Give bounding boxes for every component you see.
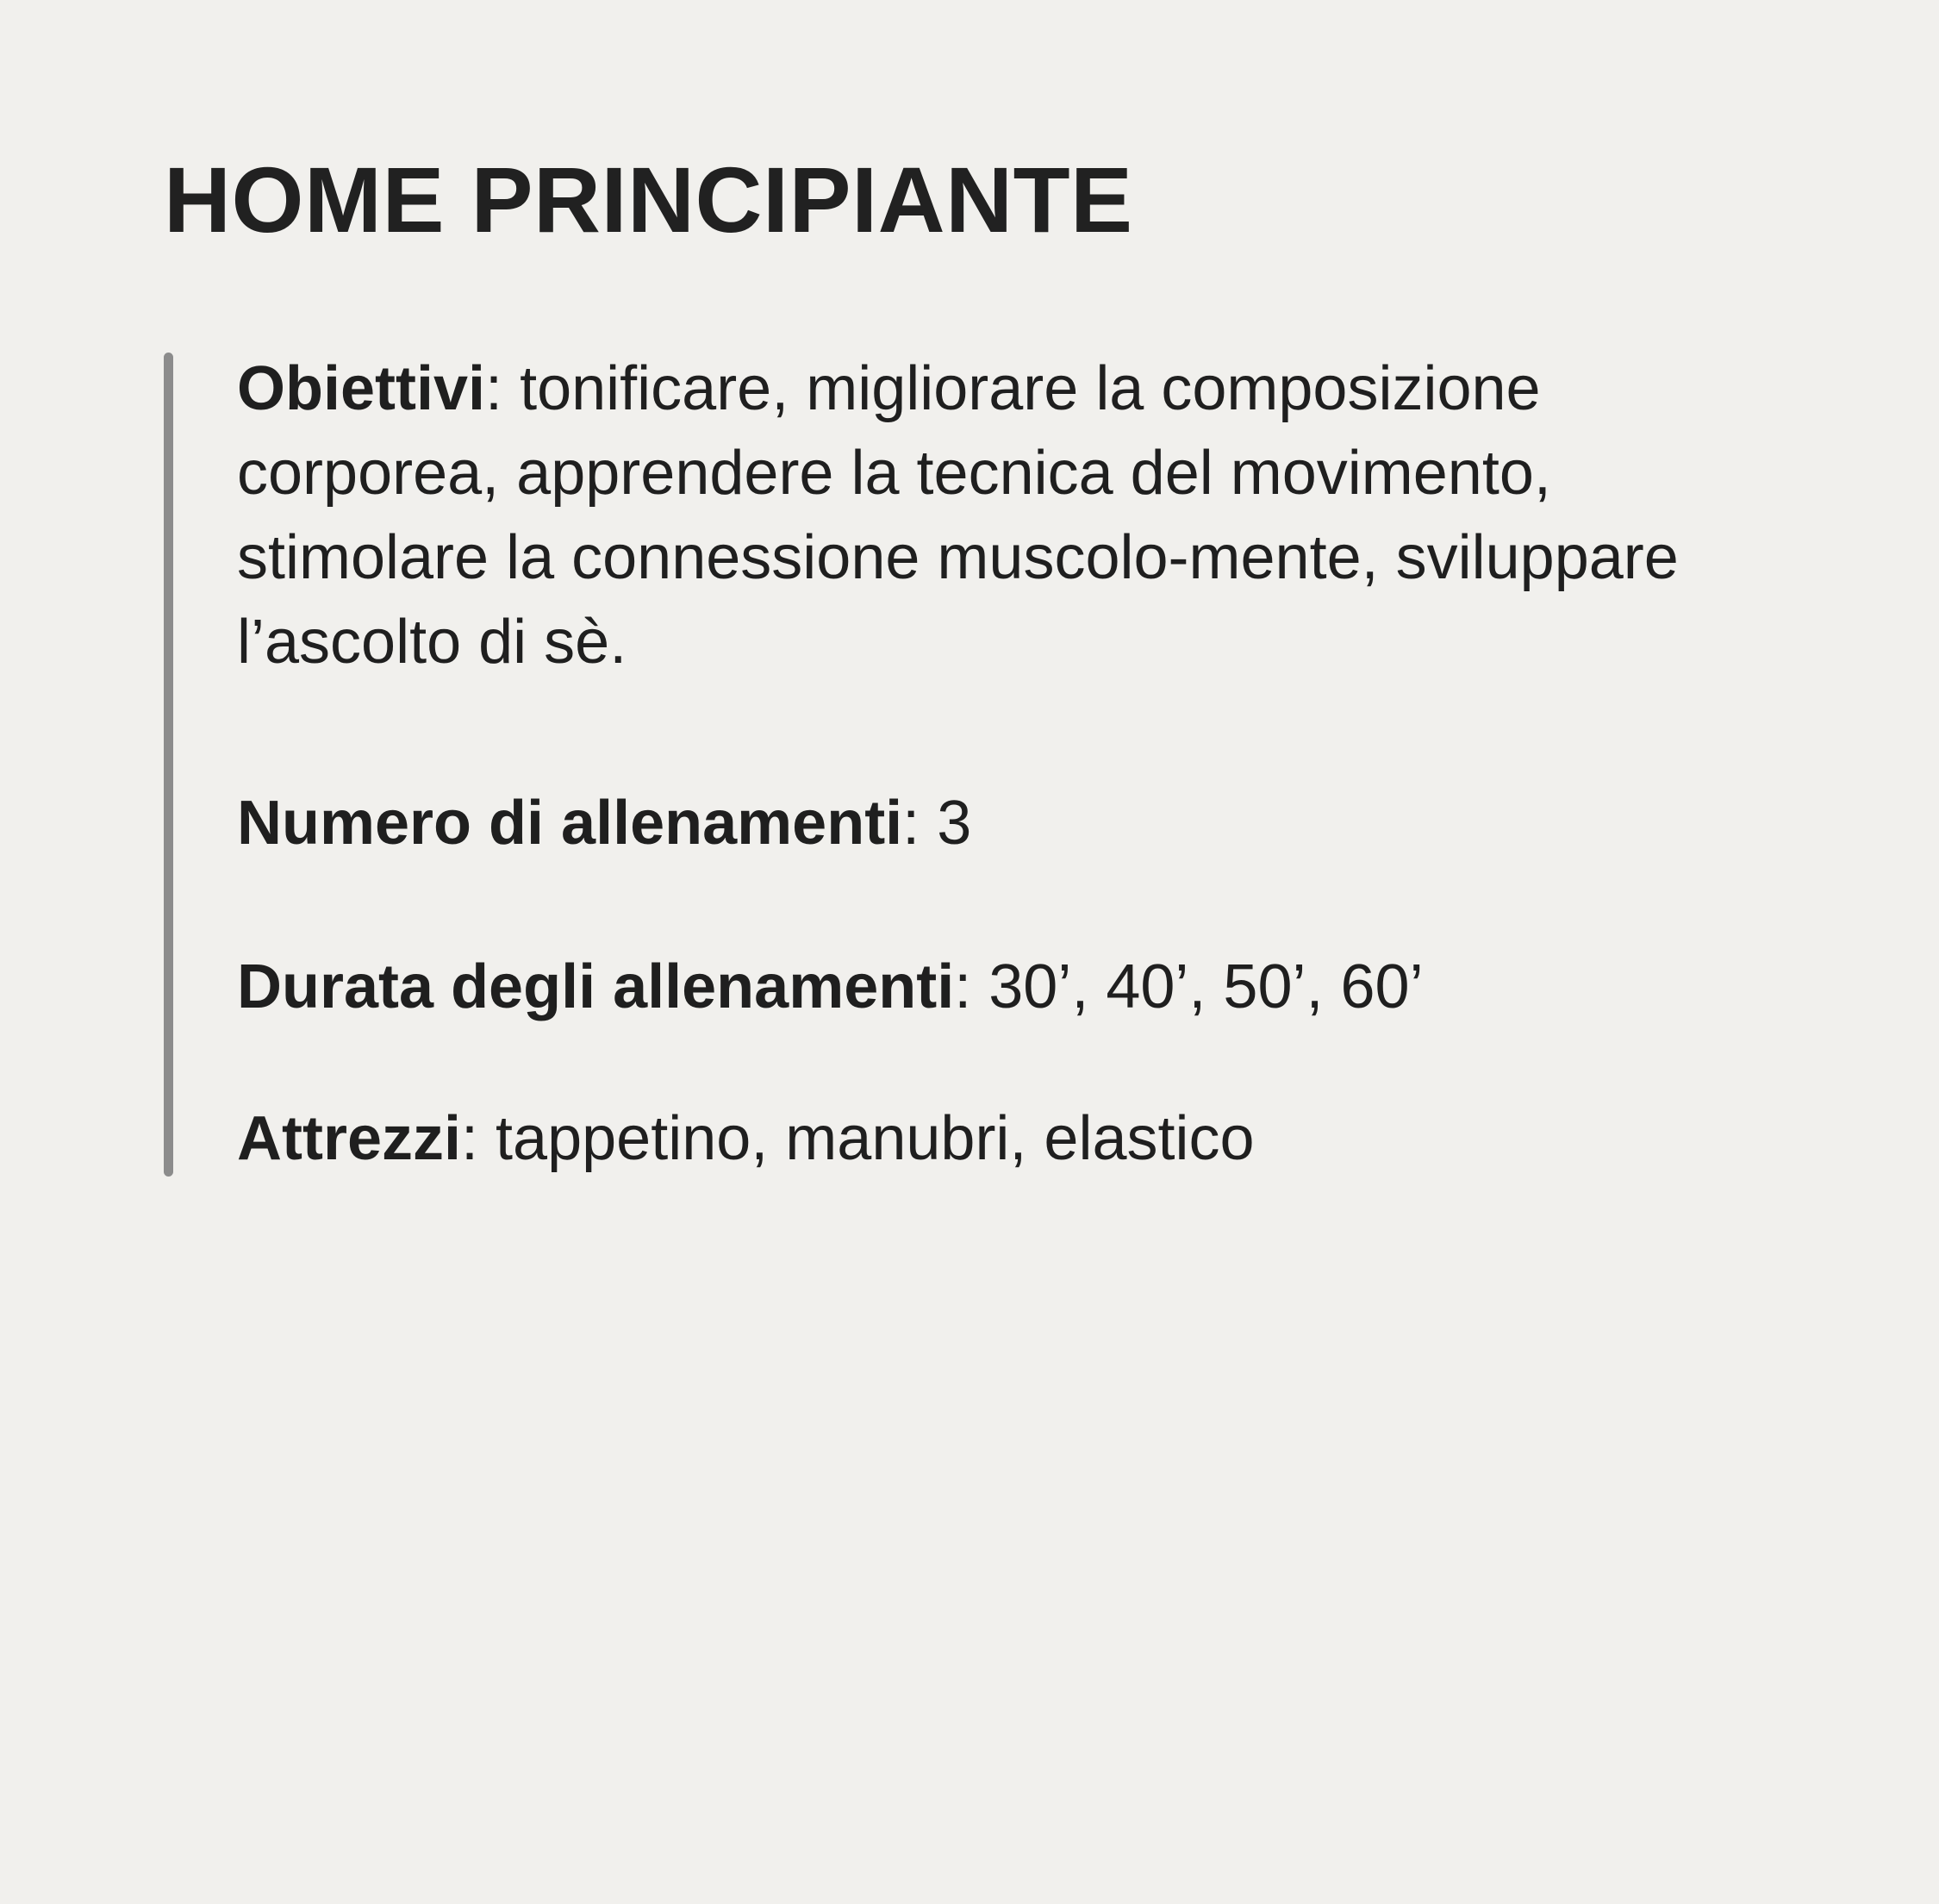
detail-obiettivi [237, 347, 1784, 685]
detail-attrezzi [237, 1097, 1784, 1182]
detail-label-numero-allenamenti: Numero di allenamenti [237, 789, 903, 858]
detail-separator-attrezzi: : [461, 1103, 496, 1173]
accent-bar [164, 353, 173, 1176]
detail-label-durata-allenamenti: Durata degli allenamenti [237, 952, 955, 1021]
spacer-1 [237, 685, 1784, 782]
detail-value-durata-allenamenti: 30’, 40’, 50’, 60’ [988, 952, 1424, 1021]
detail-value-obiettivi: tonificare, migliorare la composizione corporea, apprendere la tecnica del movimento, stimolare la connessione muscolo-mente, sviluppare l’ascolto di sè. [237, 354, 1679, 677]
spacer-3 [237, 1030, 1784, 1097]
detail-durata-allenamenti [237, 946, 1784, 1030]
detail-numero-allenamenti [237, 782, 1784, 866]
page-title: HOME PRINCIPIANTE [164, 147, 1133, 252]
detail-separator-durata-allenamenti: : [954, 952, 989, 1021]
spacer-2 [237, 866, 1784, 946]
detail-separator-numero-allenamenti: : [902, 789, 938, 858]
detail-separator-obiettivi: : [485, 354, 521, 424]
details-block [164, 347, 1784, 1181]
detail-value-numero-allenamenti: 3 [937, 789, 972, 858]
detail-value-attrezzi: tappetino, manubri, elastico [496, 1103, 1255, 1173]
detail-label-obiettivi: Obiettivi [237, 354, 486, 424]
detail-label-attrezzi: Attrezzi [237, 1103, 462, 1173]
